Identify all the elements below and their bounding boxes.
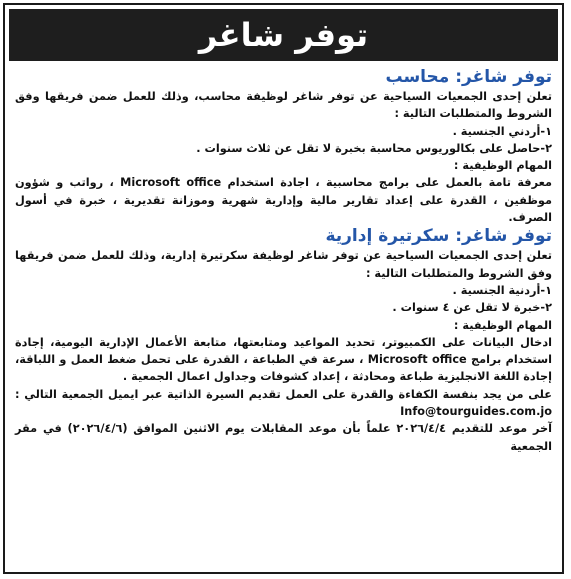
section-1-duties-text-a: معرفة تامة بالعمل على برامج محاسبية ، اجادة استخدام (227, 176, 552, 190)
banner-title: توفر شاغر (198, 16, 369, 54)
section-2-requirement-2: ٢-خبرة لا تقل عن ٤ سنوات . (392, 301, 552, 315)
email-address: Info@tourguides.com.jo (400, 405, 552, 419)
section-2-duties-text-a: ادخال البيانات على الكمبيوتر، تحديد المواعيد ومتابعتها، متابعة الأعمال الإدارية اليومية، إجادة استخدام برامج (15, 335, 552, 367)
section-1-software: Microsoft office (120, 176, 222, 190)
section-1-duties (15, 174, 552, 226)
section-1-duties-label: المهام الوظيفية : (453, 159, 552, 173)
section-2-duties-label: المهام الوظيفية : (453, 318, 552, 332)
ad-body (15, 67, 552, 568)
section-2-duties (15, 334, 552, 386)
section-2-duties-text-b: ، سرعة في الطباعة ، القدرة على تحمل ضغط العمل و اللباقة، إجادة اللغة الانجليزية طباعة ومحادثة ، إعداد كشوفات وجداول اعمال الجمعية . (15, 353, 552, 384)
section-2-software: Microsoft office (367, 353, 467, 367)
apply-text: على من يجد بنفسة الكفاءة والقدرة على العمل تقديم السيرة الذاتية عبر ايميل الجمعية التالي : (15, 387, 552, 401)
apply-instructions (15, 386, 552, 421)
section-2-requirement-1: ١-أردنية الجنسية . (452, 283, 552, 297)
section-1-heading: توفر شاغر: محاسب (385, 67, 552, 87)
deadline-text: آخر موعد للتقديم ٢٠٢٦/٤/٤ علماً بأن موعد المقابلات يوم الاثنين الموافق (٢٠٢٦/٤/٦) في مقر الجمعية (15, 422, 552, 453)
section-2-heading: توفر شاغر: سكرتيرة إدارية (325, 226, 552, 247)
banner (9, 9, 558, 61)
section-1-requirement-1: ١-أردني الجنسية . (452, 124, 552, 138)
section-1-intro: تعلن إحدى الجمعيات السياحية عن توفر شاغر لوظيفة محاسب، وذلك للعمل ضمن فريقها وفق الشروط والمتطلبات التالية : (15, 90, 552, 121)
section-1-requirement-2: ٢-حاصل على بكالوريوس محاسبة بخبرة لا تقل عن ثلاث سنوات . (196, 141, 552, 155)
advertisement-frame (3, 3, 564, 574)
section-2-intro: تعلن إحدى الجمعيات السياحية عن توفر شاغر لوظيفة سكرتيرة إدارية، وذلك للعمل ضمن فريقها وفق الشروط والمتطلبات التالية : (15, 249, 552, 280)
section-1-duties-text-b: ، رواتب و شؤون موظفين ، القدرة على إعداد تقارير مالية وإدارية شهرية وموزانة تقديرية ، خبرة في أسول الصرف. (15, 176, 552, 225)
